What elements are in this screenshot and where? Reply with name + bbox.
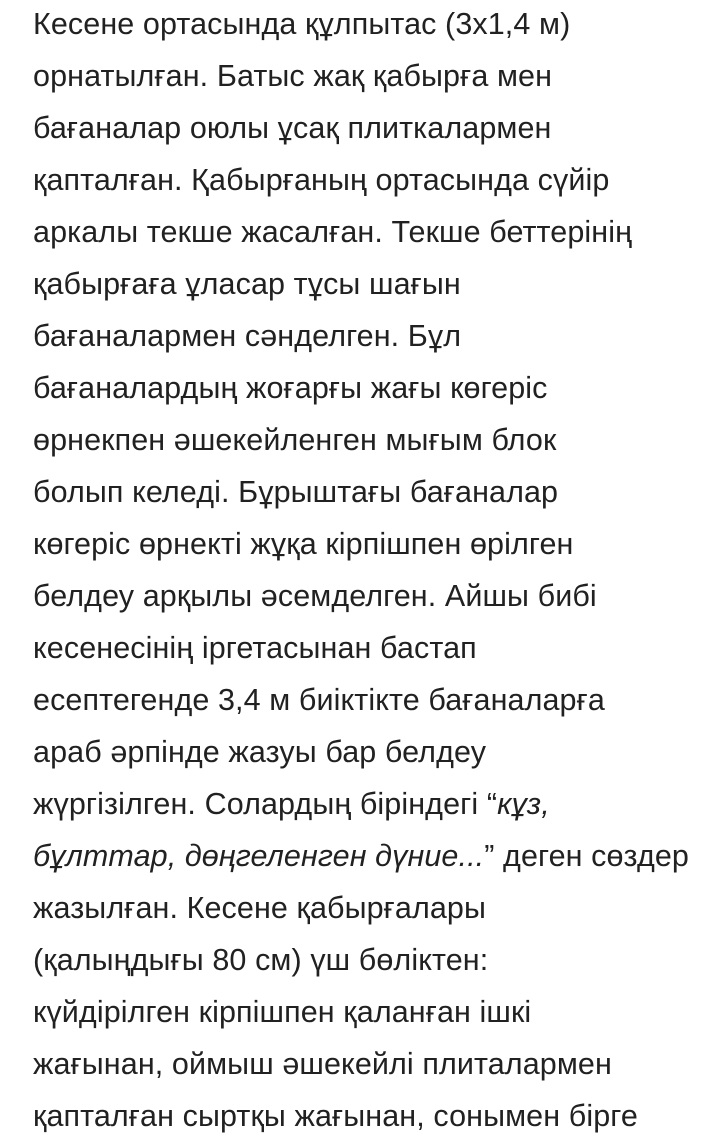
text-line: болып келеді. Бұрыштағы бағаналар	[33, 475, 559, 509]
text-line: орнатылған. Батыс жақ қабырға мен	[33, 59, 553, 93]
text-line: белдеу арқылы әсемделген. Айшы бибі	[33, 579, 597, 613]
text-segment: ” деген сөздер	[484, 839, 689, 873]
quote-text: бұлттар, дөңгеленген дүние...	[33, 839, 485, 873]
text-line: есептегенде 3,4 м биіктікте бағаналарға	[33, 683, 605, 717]
text-line: араб әрпінде жазуы бар белдеу	[33, 735, 487, 769]
text-line: жазылған. Кесене қабырғалары	[33, 891, 487, 925]
text-line: бағаналардың жоғарғы жағы көгеріс	[33, 371, 548, 405]
text-line: Кесене ортасында құлпытас (3х1,4 м)	[33, 7, 571, 41]
text-line: бағаналармен сәнделген. Бұл	[33, 319, 462, 353]
text-segment: жүргізілген. Солардың біріндегі “	[33, 787, 498, 821]
quote-text: кұз,	[497, 787, 550, 821]
text-line: кесенесінің іргетасынан бастап	[33, 631, 477, 665]
text-line: жағынан, оймыш әшекейлі плиталармен	[33, 1047, 612, 1081]
text-line: күйдірілген кірпішпен қаланған ішкі	[33, 995, 532, 1029]
text-line: бағаналар оюлы ұсақ плиткалармен	[33, 111, 552, 145]
text-line	[33, 830, 713, 882]
text-line: қапталған. Қабырғаның ортасында сүйір	[33, 163, 610, 197]
text-line: аркалы текше жасалған. Текше беттерінің	[33, 215, 633, 249]
text-line	[33, 778, 713, 830]
text-line: қапталған сыртқы жағынан, сонымен бірге	[33, 1099, 638, 1133]
text-line: (қалыңдығы 80 см) үш бөліктен:	[33, 943, 489, 977]
text-line: қабырғаға ұласар тұсы шағын	[33, 267, 461, 301]
text-line: көгеріс өрнекті жұқа кірпішпен өрілген	[33, 527, 574, 561]
article-text	[33, 0, 713, 1142]
text-line: өрнекпен әшекейленген мығым блок	[33, 423, 557, 457]
